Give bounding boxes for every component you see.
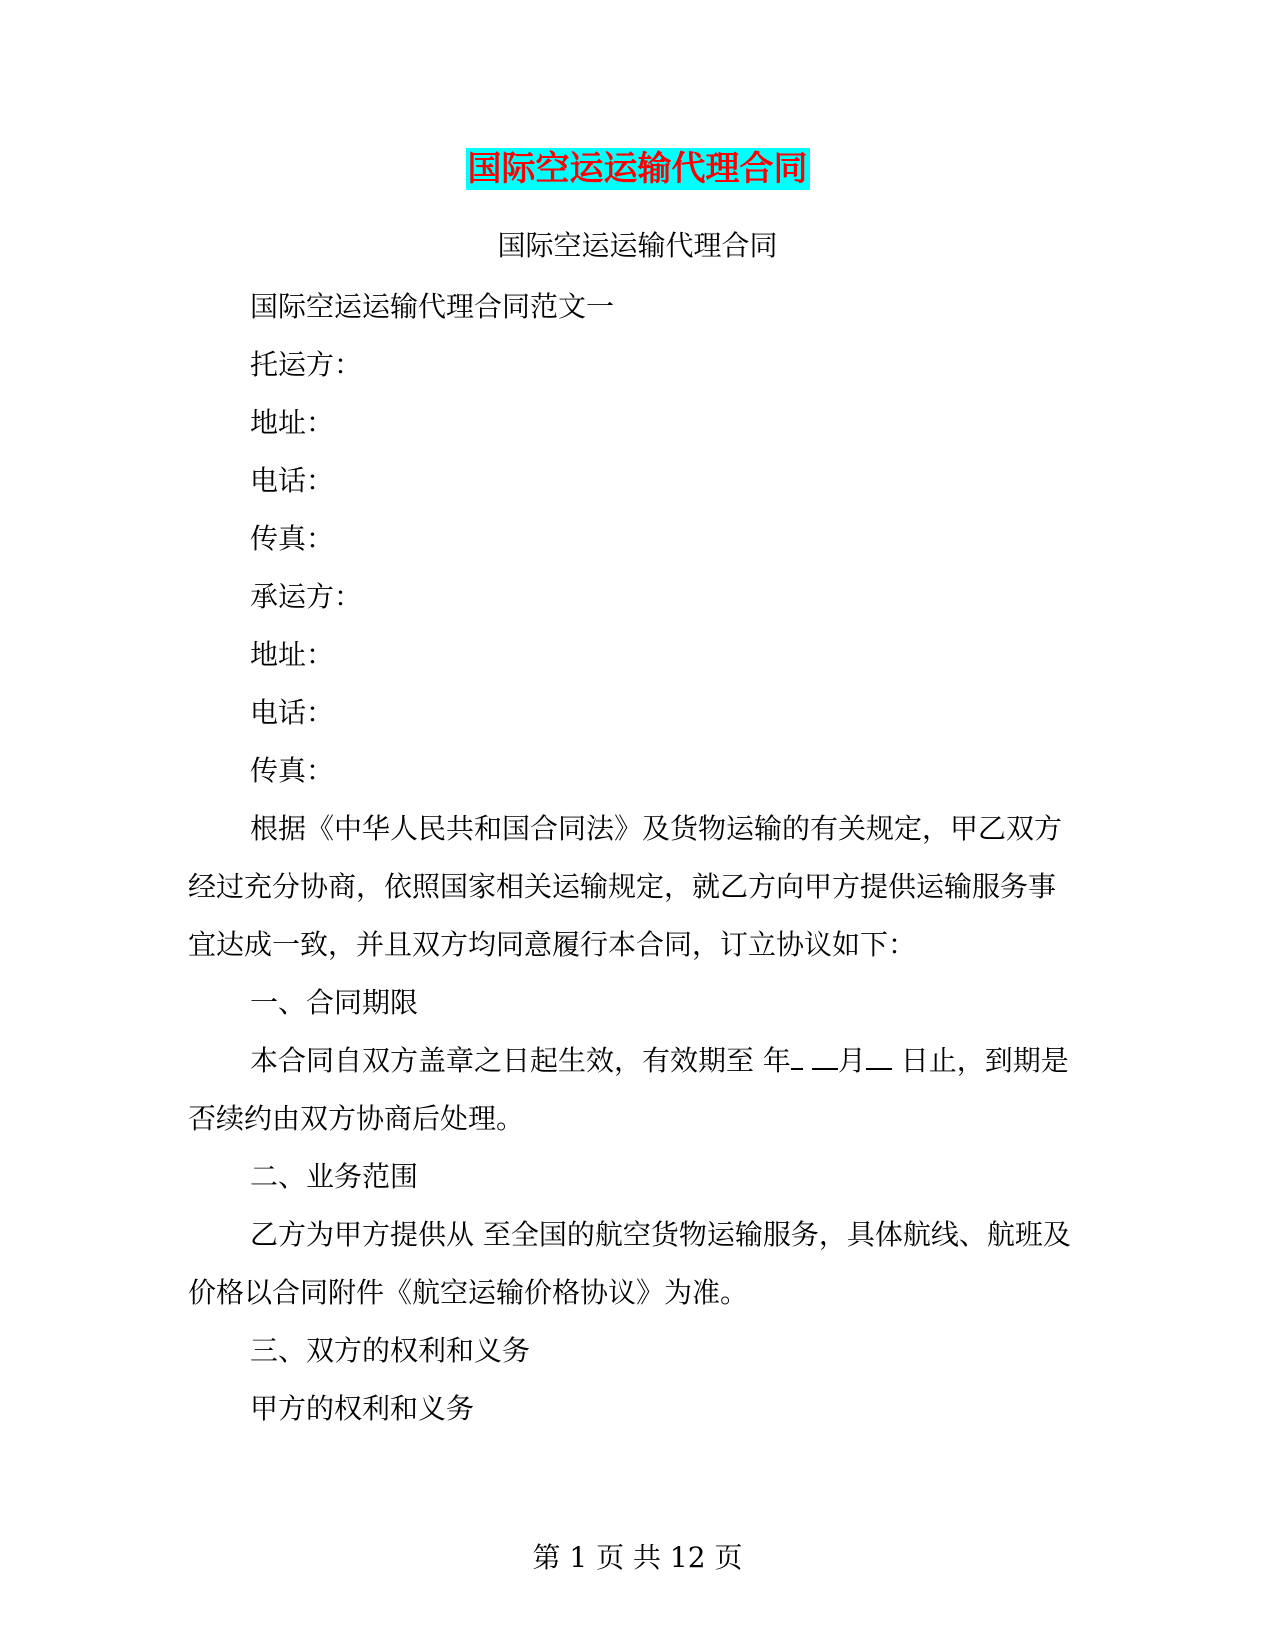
blank-year [791,1039,803,1070]
section1-paragraph [188,1032,1083,1148]
page-footer: 第 1 页 共 12 页 [532,1541,743,1574]
intro-paragraph: 根据《中华人民共和国合同法》及货物运输的有关规定，甲乙双方经过充分协商，依照国家相关运输规定，就乙方向甲方提供运输服务事宜达成一致，并且双方均同意履行本合同，订立协议如下： [188,812,1063,961]
party-a-heading: 甲方的权利和义务 [250,1392,475,1425]
document-body [188,278,1083,1438]
carrier-address: 地址： [250,638,335,671]
title-block [0,148,1275,190]
section2-paragraph: 乙方为甲方提供从 至全国的航空货物运输服务，具体航线、航班及价格以合同附件《航空运输价格协议》为准。 [188,1218,1071,1309]
sample-heading: 国际空运运输代理合同范文一 [250,290,615,323]
carrier-fax: 传真： [250,754,335,787]
section1-text-c: 日止，到期是否续约由双方协商后处理。 [188,1044,1069,1135]
shipper-address: 地址： [250,406,335,439]
shipper-fax: 传真： [250,522,335,555]
blank-month-lead [812,1039,838,1070]
shipper-phone: 电话： [250,464,335,497]
blank-day [866,1039,892,1070]
carrier-label: 承运方： [250,580,363,613]
document-subtitle: 国际空运运输代理合同 [497,229,778,262]
section3-heading: 三、双方的权利和义务 [250,1334,531,1367]
section1-text-a: 本合同自双方盖章之日起生效，有效期至 年 [250,1044,791,1077]
document-title: 国际空运运输代理合同 [467,149,808,189]
shipper-label: 托运方： [250,348,363,381]
section1-heading: 一、合同期限 [250,986,419,1019]
section2-heading: 二、业务范围 [250,1160,419,1193]
carrier-phone: 电话： [250,696,335,729]
section1-text-b: 月 [837,1044,866,1077]
